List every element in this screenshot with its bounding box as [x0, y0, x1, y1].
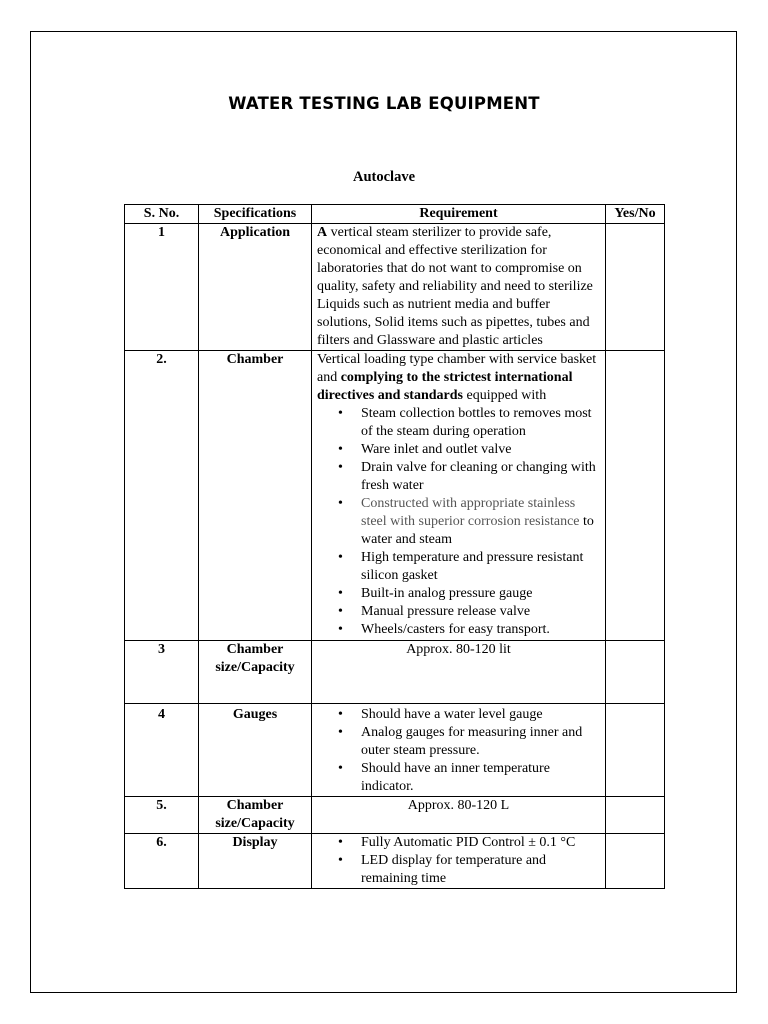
row-requirement [312, 224, 606, 351]
grey-text: Constructed with appropriate stainless steel with superior corrosion resistance [361, 496, 580, 529]
section-title: Autoclave [352, 169, 415, 185]
requirement-bullet-list [317, 706, 600, 796]
row-sno: 5. [125, 797, 199, 834]
table-row [125, 224, 665, 351]
list-item: • High temperature and pressure resistant silicon gasket [361, 549, 600, 585]
row-yes-no[interactable] [606, 351, 665, 641]
row-specification: Display [199, 834, 312, 889]
list-item-tail: to water and steam [361, 514, 594, 547]
header-sno: S. No. [125, 205, 199, 224]
requirement-intro-bold: complying to the strictest international directives and standards [317, 370, 573, 403]
table-row [125, 797, 665, 834]
row-specification: Gauges [199, 704, 312, 797]
list-item: • Should have an inner temperature indicator. [361, 760, 600, 796]
table-row [125, 641, 665, 704]
row-requirement [312, 834, 606, 889]
row-requirement: Approx. 80-120 L [312, 797, 606, 834]
table-row [125, 834, 665, 889]
list-item: • Manual pressure release valve [361, 603, 600, 621]
row-requirement [312, 704, 606, 797]
list-item: • Wheels/casters for easy transport. [361, 621, 600, 639]
list-item: • Built-in analog pressure gauge [361, 585, 600, 603]
row-yes-no[interactable] [606, 834, 665, 889]
table-row [125, 351, 665, 641]
row-sno: 4 [125, 704, 199, 797]
list-item: • Steam collection bottles to removes most of the steam during operation [361, 405, 600, 441]
row-sno: 2. [125, 351, 199, 641]
list-item: • Analog gauges for measuring inner and outer steam pressure. [361, 724, 600, 760]
list-item: • Drain valve for cleaning or changing with fresh water [361, 459, 600, 495]
list-item [361, 495, 600, 549]
row-specification: Chamber size/Capacity [199, 641, 312, 704]
requirement-text: vertical steam sterilizer to provide safe, economical and effective sterilization for laboratories that do not want to compromise on quality, safety and reliability and need to sterilize Liquids such as nutrient media and buffer solutions, Solid items such as pipettes, tubes and filters and Glassware and plastic articles [317, 225, 593, 348]
list-item: • Should have a water level gauge [361, 706, 600, 724]
row-requirement [312, 351, 606, 641]
requirement-bullet-list [317, 405, 600, 639]
table-row [125, 704, 665, 797]
header-yes-no: Yes/No [606, 205, 665, 224]
table-header-row [125, 205, 665, 224]
list-item: • LED display for temperature and remaining time [361, 852, 600, 888]
list-item: • Fully Automatic PID Control ± 0.1 °C [361, 834, 600, 852]
requirement-intro-tail: equipped with [462, 388, 547, 403]
row-specification: Chamber [199, 351, 312, 641]
row-specification: Chamber size/Capacity [199, 797, 312, 834]
requirement-bullet-list [317, 834, 600, 888]
row-sno: 3 [125, 641, 199, 704]
row-yes-no[interactable] [606, 224, 665, 351]
document-title: WATER TESTING LAB EQUIPMENT [228, 94, 540, 113]
specification-table [124, 204, 665, 889]
header-specifications: Specifications [199, 205, 312, 224]
row-requirement: Approx. 80-120 lit [312, 641, 606, 704]
row-yes-no[interactable] [606, 797, 665, 834]
requirement-intro: Vertical loading type chamber with service basket and [317, 352, 597, 385]
requirement-lead: A [317, 225, 328, 240]
row-specification: Application [199, 224, 312, 351]
row-yes-no[interactable] [606, 704, 665, 797]
row-sno: 6. [125, 834, 199, 889]
header-requirement: Requirement [312, 205, 606, 224]
row-yes-no[interactable] [606, 641, 665, 704]
list-item: • Ware inlet and outlet valve [361, 441, 600, 459]
row-sno: 1 [125, 224, 199, 351]
